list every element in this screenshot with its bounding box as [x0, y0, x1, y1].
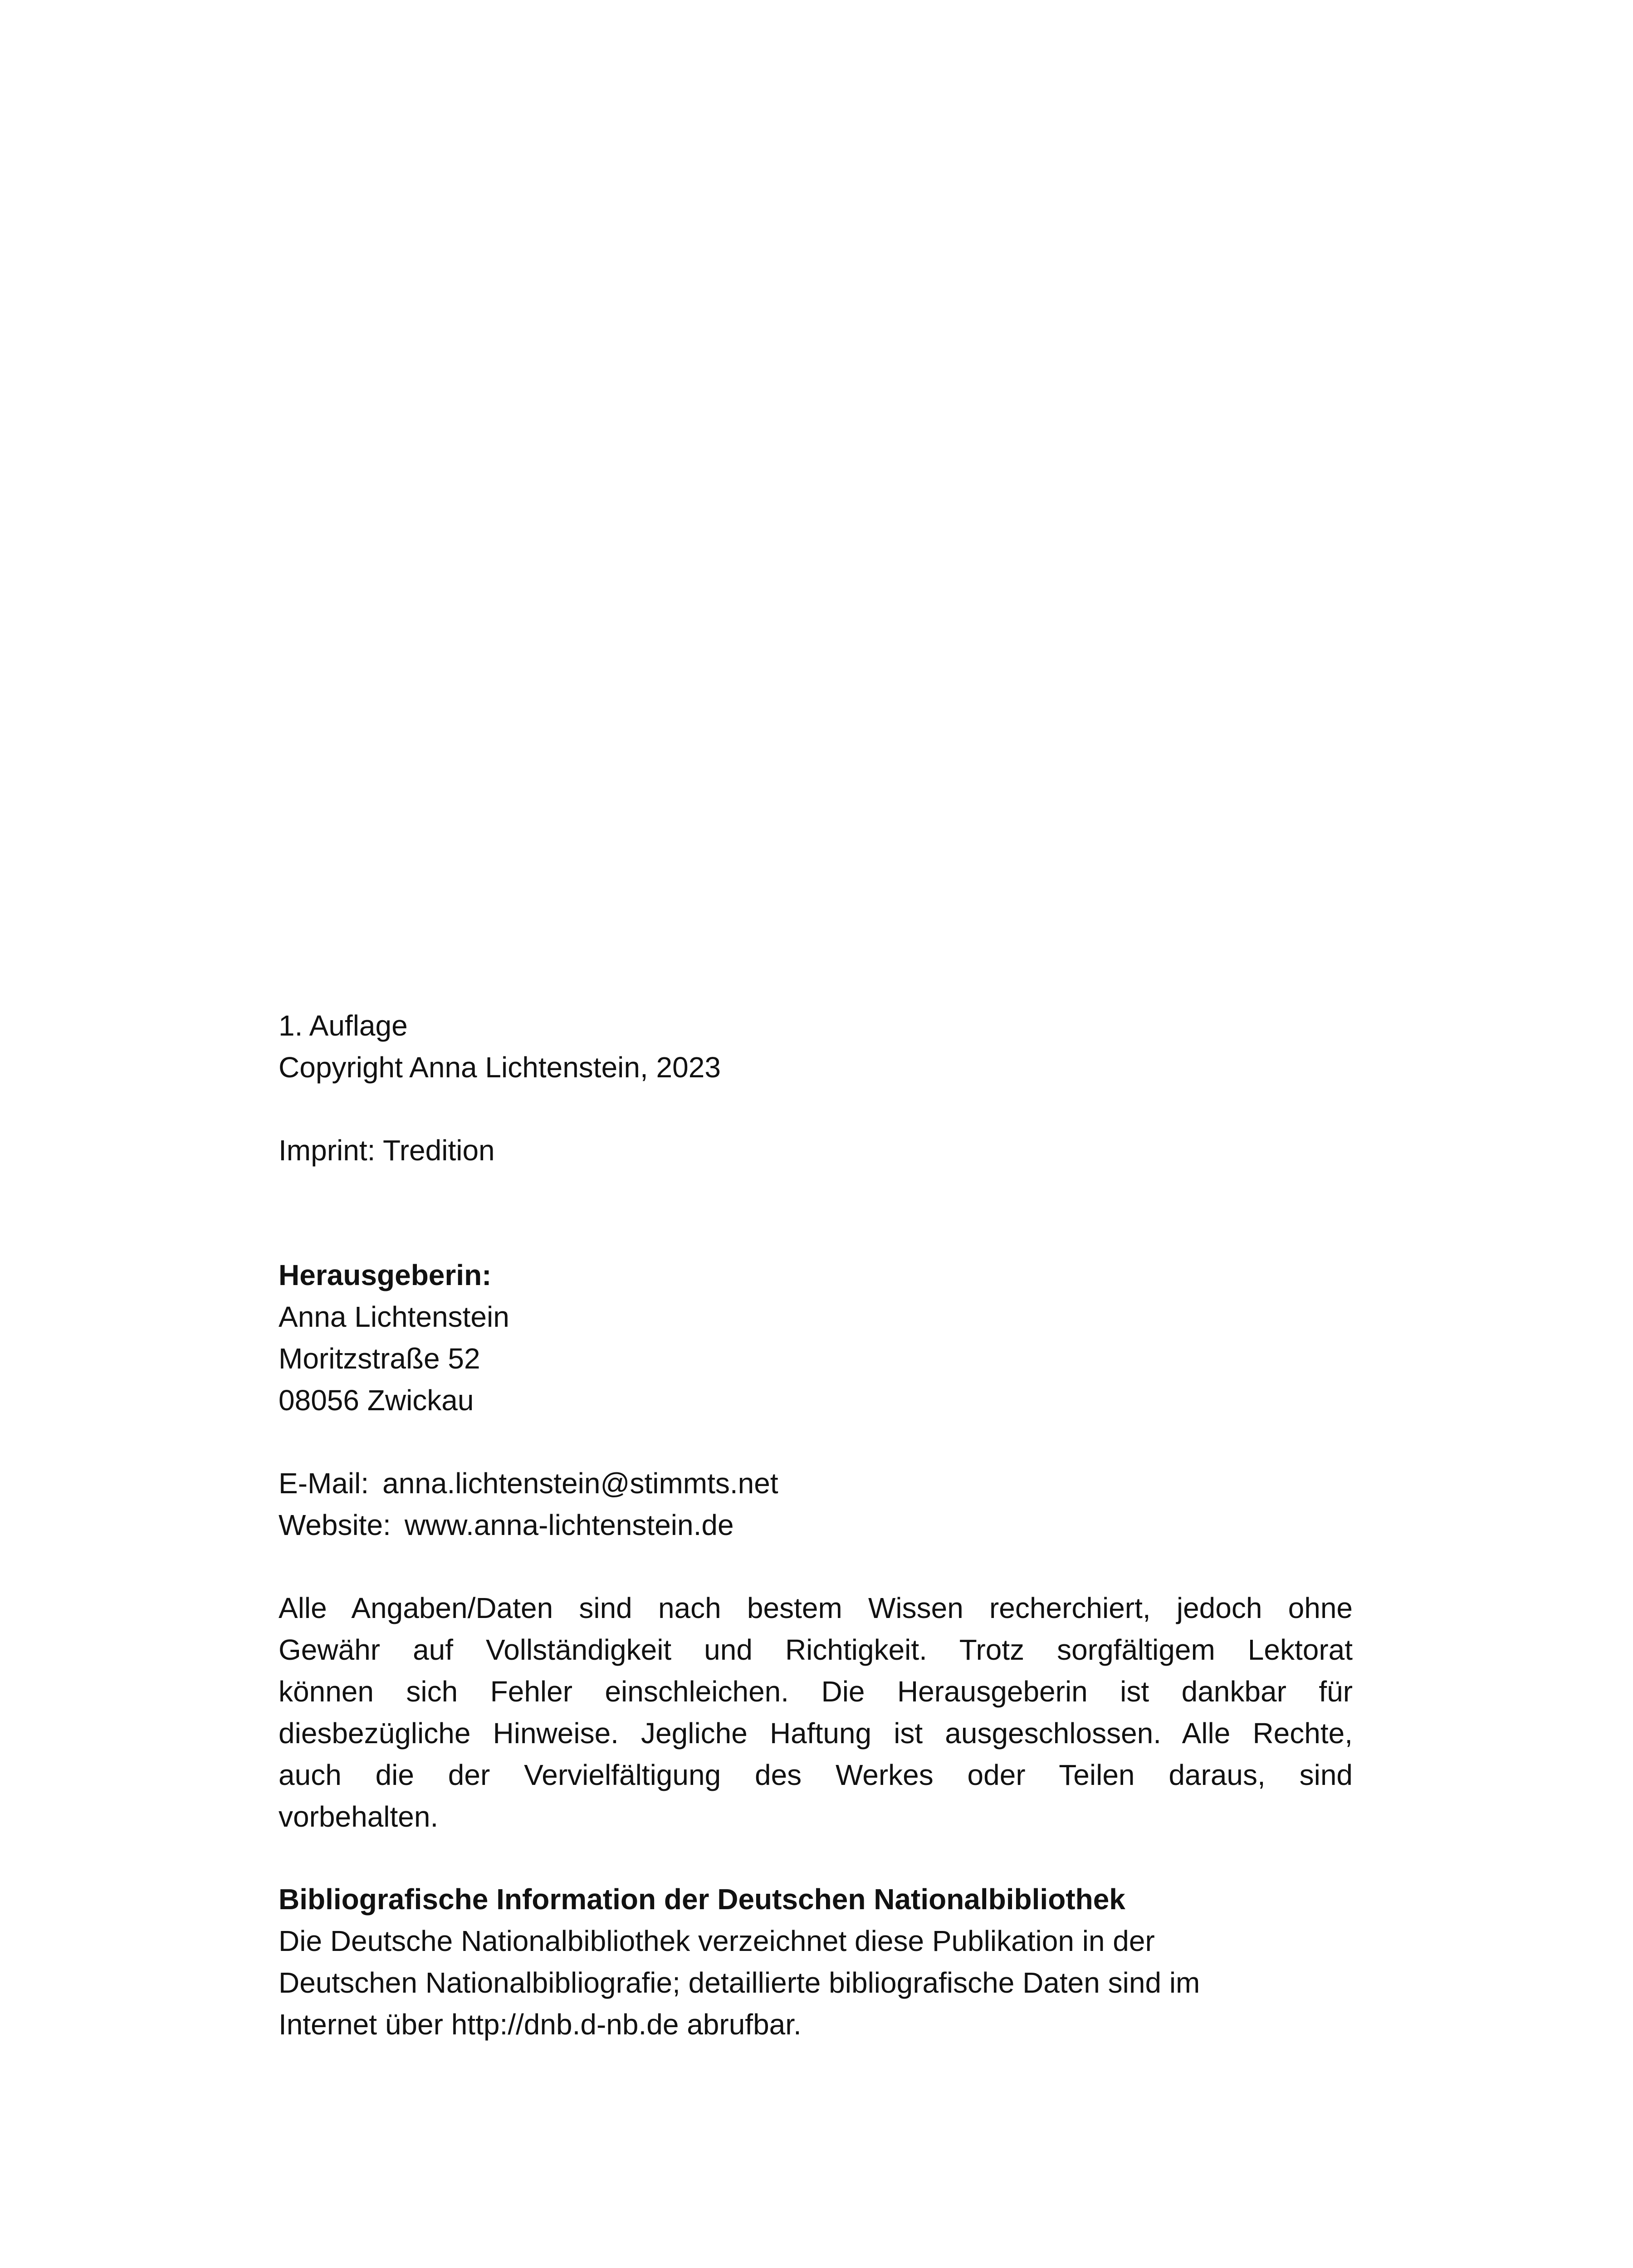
disclaimer-line: auch die der Vervielfältigung des Werkes oder Teilen daraus, sind	[279, 1759, 1353, 1791]
publisher-street: Moritzstraße 52	[279, 1342, 480, 1375]
disclaimer-line: diesbezügliche Hinweise. Jegliche Haftung ist ausgeschlossen. Alle Rechte,	[279, 1717, 1353, 1750]
dnb-heading: Bibliografische Information der Deutschen Nationalbibliothek	[279, 1883, 1125, 1916]
disclaimer-line: Gewähr auf Vollständigkeit und Richtigkeit. Trotz sorgfältigem Lektorat	[279, 1633, 1353, 1666]
copyright-line: Copyright Anna Lichtenstein, 2023	[279, 1051, 721, 1084]
dnb-line: Die Deutsche Nationalbibliothek verzeichnet diese Publikation in der	[279, 1925, 1155, 1957]
disclaimer-line: vorbehalten.	[279, 1800, 439, 1833]
dnb-line: Deutschen Nationalbibliografie; detaillierte bibliografische Daten sind im	[279, 1966, 1200, 1999]
website-address: www.anna-lichtenstein.de	[404, 1509, 734, 1541]
publisher-city: 08056 Zwickau	[279, 1384, 474, 1417]
email-row	[279, 1462, 778, 1504]
imprint-line: Imprint: Tredition	[279, 1134, 495, 1167]
edition-line: 1. Auflage	[279, 1009, 408, 1042]
dnb-line: Internet über http://dnb.d-nb.de abrufbar.	[279, 2008, 802, 2041]
website-label: Website:	[279, 1509, 391, 1541]
disclaimer-line: Alle Angaben/Daten sind nach bestem Wissen recherchiert, jedoch ohne	[279, 1592, 1353, 1624]
publisher-name: Anna Lichtenstein	[279, 1300, 509, 1333]
website-row	[279, 1504, 734, 1546]
disclaimer-line: können sich Fehler einschleichen. Die Herausgeberin ist dankbar für	[279, 1675, 1353, 1708]
email-address: anna.lichtenstein@stimmts.net	[382, 1467, 778, 1500]
email-label: E-Mail:	[279, 1467, 369, 1500]
disclaimer-paragraph	[279, 1587, 1353, 1838]
publisher-heading: Herausgeberin:	[279, 1259, 492, 1291]
